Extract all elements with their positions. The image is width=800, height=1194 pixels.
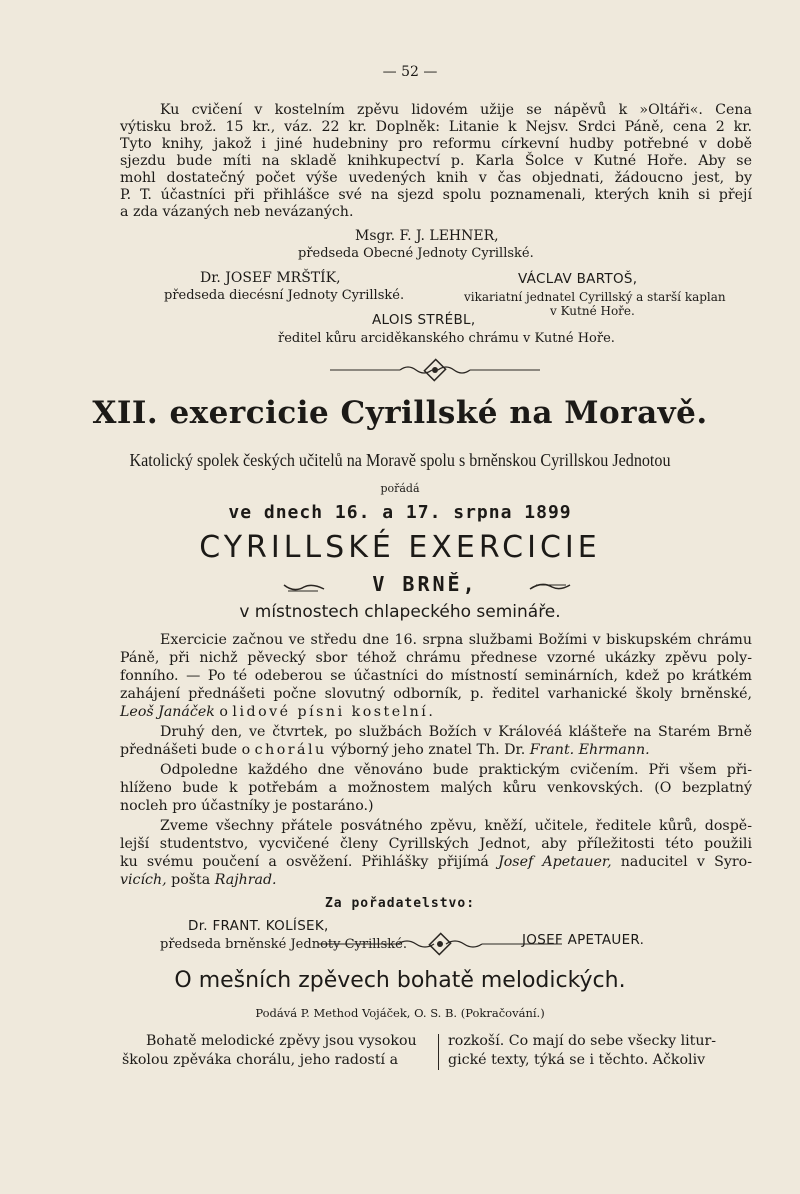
- chant-topic: chorálu: [254, 742, 327, 758]
- apetauer-name: JOSEF APETAUER.: [522, 932, 645, 948]
- strebl-name: ALOIS STRÉBL,: [372, 312, 476, 328]
- p3-text: přednášeti bude o: [120, 742, 255, 758]
- ornament-divider-icon: [330, 358, 540, 382]
- column-left-line: Bohatě melodické zpěvy jsou vysokou: [146, 1033, 417, 1049]
- p1-line: Ku cvičení v kostelním zpěvu lidovém užije se nápěvů k »Oltáři«. Cena: [160, 102, 752, 118]
- section-subheading: Katolický spolek českých učitelů na Moravě spolu s brněnskou Cyrillskou Jednotou: [129, 450, 671, 470]
- p2-line: Exercicie začnou ve středu dne 16. srpna službami Božími v biskupském chrámu: [160, 632, 752, 648]
- article-byline: Podává P. Method Vojáček, O. S. B. (Pokračování.): [255, 1006, 545, 1020]
- kolisek-name: Dr. FRANT. KOLÍSEK,: [188, 918, 329, 934]
- p3-line: Druhý den, ve čtvrtek, po službách Božích v Královéá klášteře na Starém Brně: [160, 724, 752, 740]
- p1-line: P. T. účastníci při přihlášce své na sjezd spolu poznamenali, kterých knih si přejí: [120, 187, 752, 203]
- p1-line: Tyto knihy, jakož i jiné hudebniny pro reformu církevní hudby potřebné v době: [120, 136, 752, 152]
- p1-line: mohl dostatečný počet výše uvedených knih v čas objednati, žádoucno jest, by: [120, 170, 752, 186]
- lecture-topic: lidové písni kostelní.: [232, 704, 436, 720]
- mrstik-role: předseda diecésní Jednoty Cyrillské.: [164, 288, 405, 303]
- janacek-name: Leoš Janáček: [120, 704, 215, 720]
- p2-line: fonního. — Po té odeberou se účastníci do místností seminárních, kdež po krátkém: [120, 668, 752, 684]
- bartos-role-place: v Kutné Hoře.: [550, 304, 635, 318]
- mrstik-name: Dr. JOSEF MRŠTÍK,: [200, 270, 341, 286]
- section-heading: XII. exercicie Cyrillské na Moravě.: [92, 395, 708, 431]
- p4-line: hlíženo bude k potřebám a možnostem malých kůru venkovských. (O bezplatný: [120, 780, 752, 796]
- p5-line: [120, 854, 752, 871]
- p2-line: Páně, při nichž pěvecký sbor téhož chrámu přednese vzorné ukázky zpěvu poly-: [120, 650, 752, 666]
- p5-text: ku svému poučení a osvěžení. Přihlášky přijímá: [120, 854, 499, 870]
- p3-line: [120, 742, 752, 759]
- event-city: V BRNĚ,: [372, 572, 478, 596]
- p4-line: nocleh pro účastníky je postaráno.): [120, 798, 374, 814]
- column-right-line: gické texty, týká se i těchto. Ačkoliv: [448, 1052, 706, 1068]
- porada-label: pořádá: [380, 482, 420, 495]
- event-venue: v místnostech chlapeckého semináře.: [239, 602, 561, 622]
- p5-line: [120, 872, 752, 889]
- p1-line: sjezdu bude míti na skladě knihkupectví p. Karla Šolce v Kutné Hoře. Aby se: [120, 153, 752, 169]
- strebl-role: ředitel kůru arciděkanského chrámu v Kutné Hoře.: [278, 331, 615, 346]
- p5-post: Rajhrad.: [214, 872, 277, 888]
- bartos-name: VÁCLAV BARTOŠ,: [518, 271, 638, 287]
- column-divider: [438, 1034, 439, 1070]
- p1-line: výtisku brož. 15 kr., váz. 22 kr. Doplněk: Litanie k Nejsv. Srdci Páně, cena 2 kr.: [120, 119, 752, 135]
- p5-line: Zveme všechny přátele posvátného zpěvu, kněží, učitele, ředitele kůrů, dospě-: [160, 818, 752, 834]
- p3-text: výborný jeho znatel Th. Dr.: [326, 742, 530, 758]
- ehrmann-name: Frant. Ehrmann.: [529, 742, 650, 758]
- event-dates: ve dnech 16. a 17. srpna 1899: [228, 502, 572, 523]
- p5-line: lejší studentstvo, vycvičené členy Cyrillských Jednot, aby příležitosti této použili: [120, 836, 752, 852]
- right-flourish-icon: [528, 576, 572, 600]
- p2-line: zahájení přednášeti počne slovutný odborník, p. ředitel varhanické školy brněnské,: [120, 686, 752, 702]
- column-left-line: školou zpěváka chorálu, jeho radostí a: [122, 1052, 399, 1068]
- ornament-divider-icon: [318, 932, 562, 956]
- p5-place: vicích,: [120, 872, 167, 888]
- p2-connector: o: [214, 704, 233, 720]
- organizers-label: Za pořadatelstvo:: [324, 896, 476, 911]
- lehner-role: předseda Obecné Jednoty Cyrillské.: [298, 246, 534, 261]
- column-right-line: rozkoší. Co mají do sebe všecky litur-: [448, 1033, 717, 1049]
- p5-text: naducitel v Syro-: [611, 854, 752, 870]
- article-heading: O mešních zpěvech bohatě melodických.: [174, 968, 626, 993]
- event-title: CYRILLSKÉ EXERCICIE: [199, 530, 601, 565]
- lehner-name: Msgr. F. J. LEHNER,: [355, 228, 499, 244]
- p5-text: pošta: [166, 872, 215, 888]
- kolisek-role: předseda brněnské Jednoty Cyrillské.: [160, 937, 407, 952]
- page-number: — 52 —: [382, 64, 438, 80]
- p2-line: [120, 704, 752, 721]
- left-flourish-icon: [282, 576, 326, 600]
- apetauer-name-inline: Josef Apetauer,: [498, 854, 612, 870]
- bartos-role: vikariatní jednatel Cyrillský a starší kaplan: [464, 290, 726, 304]
- p1-line: a zda vázaných neb nevázaných.: [120, 204, 354, 220]
- p4-line: Odpoledne každého dne věnováno bude praktickým cvičením. Při všem při-: [160, 762, 752, 778]
